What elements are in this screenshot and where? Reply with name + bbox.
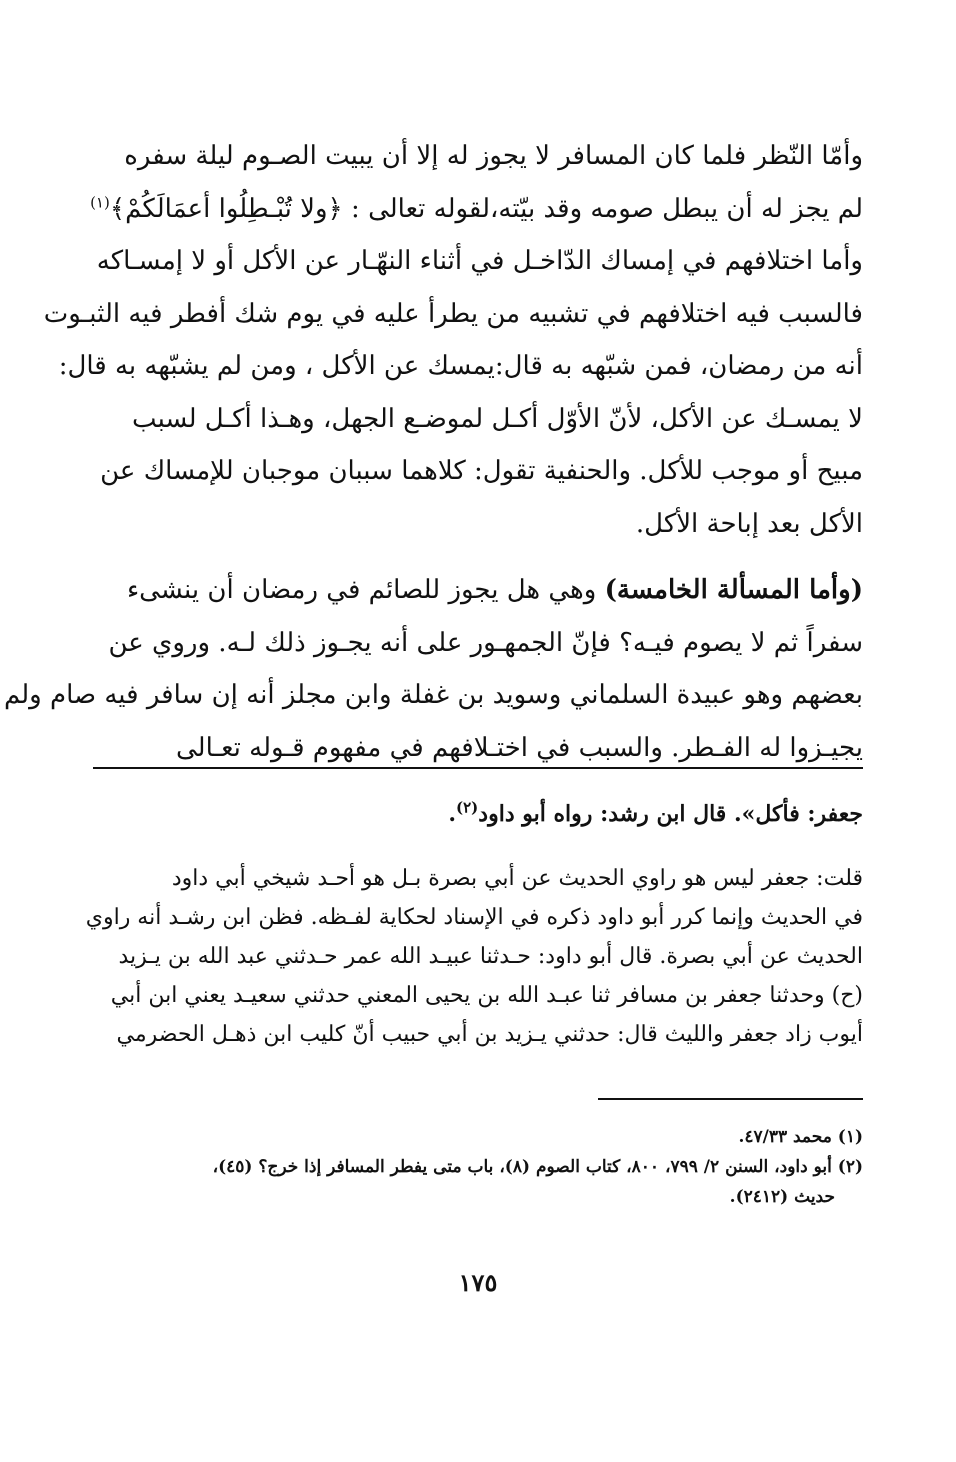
text-line: بعضهم وهو عبيدة السلماني وسويد بن غفلة وابن مجلز أنه إن سافر فيه صام ولم [3,680,863,710]
commentary-line: في الحديث وإنما كرر أبو داود ذكره في الإسناد لحكاية لفـظه. فظن ابن رشـد أنه راوي [85,905,863,930]
commentary-line: أيوب زاد جعفر والليث قال: حدثني يـزيد بن أبي حبيب أنّ كليب ابن ذهـل الحضرمي [116,1022,863,1047]
footnote-item: (١) محمد ٤٧/٣٣. [738,1127,863,1147]
text-line: يجيـزوا له الفـطر. والسبب في اختـلافهم في مفهوم قـوله تعـالى [175,732,863,763]
divider-line [93,767,863,769]
text-line [90,183,863,236]
text-run: وهي هل يجوز للصائم في رمضان أن ينشىء [126,575,605,605]
main-text [3,130,863,774]
commentary-line: قلت: جعفر ليس هو راوي الحديث عن أبي بصرة بـل هو أحـد شيخي أبي داود [171,866,863,891]
commentary-first-line [93,795,863,834]
commentary-line: (ح) وحدثنا جعفر بن مسافر ثنا عبـد الله بن يحيى المعني حدثني سعيـد يعني ابن أبي [110,983,863,1008]
quran-verse-line: لم يجز له أن يبطل صومه وقد بيّته،لقوله تعالى : ﴿ولا تُبْـطِلُوا أعمَالَكُمْ﴾ [109,193,863,224]
commentary-text [85,795,863,1054]
page-number: ١٧٥ [458,1268,498,1297]
text-line: مبيح أو موجب للأكل. والحنفية تقول: كلاهما سببان موجبان للإمساك عن [100,456,863,486]
text-line: أنه من رمضان، فمن شبّهه به قال:يمسك عن الأكل ، ومن لم يشبّهه به قال: [58,351,863,381]
text-line: فالسبب فيه اختلافهم في تشبيه من يطرأ عليه في يوم شك أفطر فيه الثبـوت [43,298,863,329]
text-line [93,564,863,617]
footnote-item: حديث (٢٤١٢). [729,1187,835,1207]
footnote-ref[interactable]: (١) [90,192,110,211]
footnotes [93,1122,863,1212]
paragraph-gap [93,834,863,859]
text-line: الأكل بعد إباحة الأكل. [635,508,863,539]
text-run: جعفر: فأكل». قال ابن رشد: رواه أبو داود [478,801,863,827]
footnote-item: (٢) أبو داود، السنن ٢/ ٧٩٩، ٨٠٠، كتاب الصوم (٨)، باب متى يفطر المسافر إذا خرج؟ (٤٥)، [212,1157,863,1177]
text-line: سفراً ثم لا يصوم فيـه؟ فإنّ الجمهـور على أنه يجـوز ذلك لـه. وروي عن [108,627,863,658]
text-run: . [448,801,456,827]
text-line: وأما اختلافهم في إمساك الدّاخـل في أثناء النهّـار عن الأكل أو لا إمسـاكه [96,246,863,276]
paragraph-gap [93,550,863,564]
footnote-ref[interactable]: (٢) [456,798,479,817]
footnote-divider [598,1098,863,1100]
commentary-line: الحديث عن أبي بصرة. قال أبو داود: حـدثنا عبيـد الله عمر حـدثني عبد الله بن يـزيد [118,944,863,969]
text-line: وأمّا النّظر فلما كان المسافر لا يجوز له إلا أن يبيت الصـوم ليلة سفره [124,141,863,171]
text-line: لا يمسـك عن الأكل، لأنّ الأوّل أكـل لموضـع الجهل، وهـذا أكـل لسبب [132,403,863,434]
section-heading: (وأما المسألة الخامسة) [604,575,863,605]
